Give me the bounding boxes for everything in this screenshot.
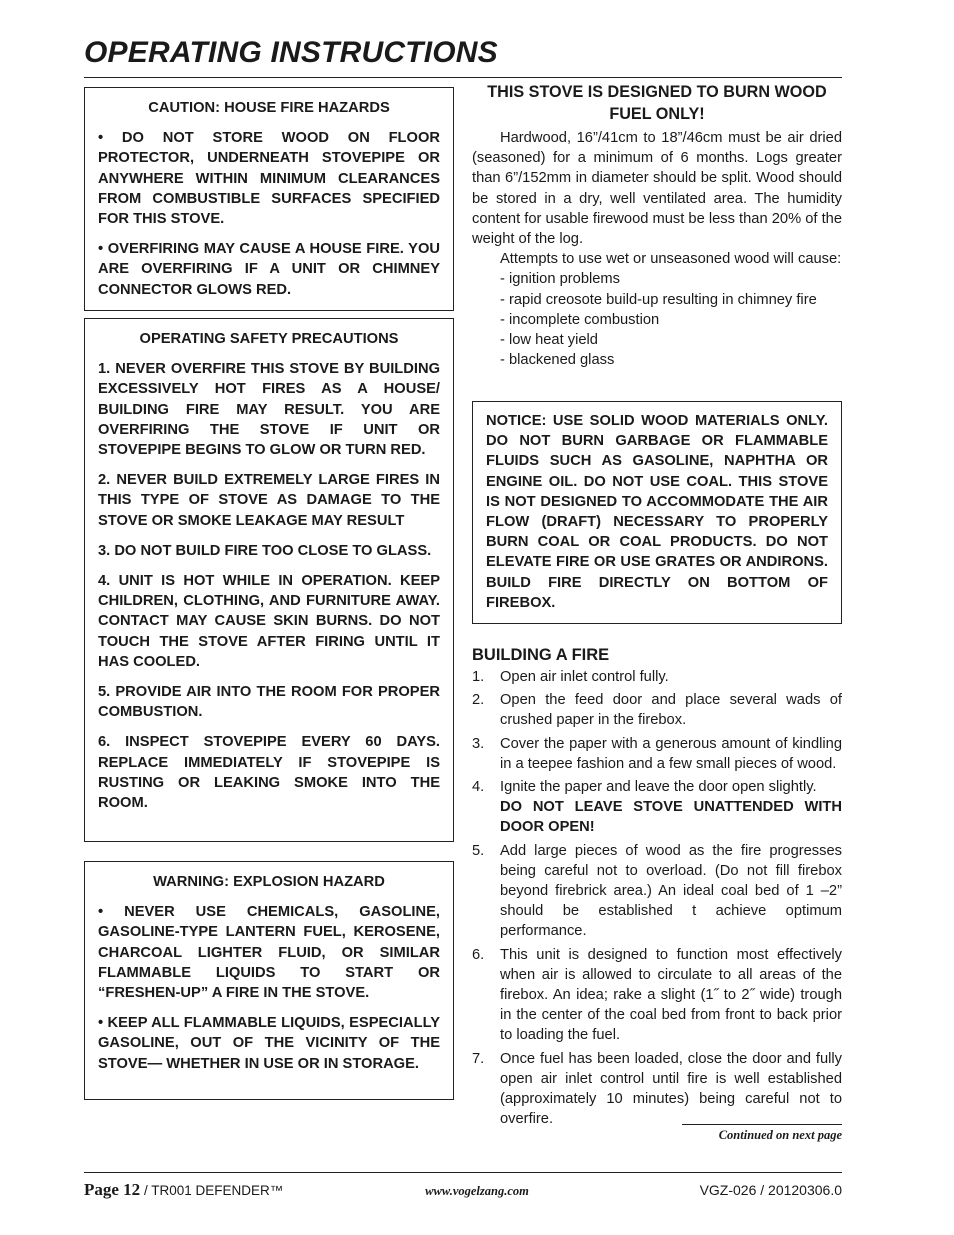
list-item — [472, 841, 842, 942]
list-item: - rapid creosote build-up resulting in chimney fire — [500, 291, 817, 308]
safety-item: 6. INSPECT STOVEPIPE EVERY 60 DAYS. REPLACE IMMEDIATELY IF STOVEPIPE IS RUSTING OR LEAKING SMOKE INTO THE ROOM. — [98, 734, 440, 812]
continued-note: Continued on next page — [682, 1124, 842, 1143]
step-text: Add large pieces of wood as the fire progresses being careful not to overload. (Do not fill firebox beyond firebrick area.) An ideal coal bed of 1 –2” should be established t achieve optimum performance. — [500, 842, 842, 940]
explosion-warning-box — [84, 861, 454, 1100]
notice-box — [472, 401, 842, 624]
wood-fuel-section — [472, 81, 842, 370]
step-text: Cover the paper with a generous amount of kindling in a teepee fashion and a few small pieces of wood. — [500, 735, 842, 772]
list-item — [472, 690, 842, 730]
step-number: 7. — [472, 1050, 485, 1067]
safety-precautions-box — [84, 318, 454, 842]
page-number: Page 12 — [84, 1180, 141, 1199]
warning-paragraph-2: • KEEP ALL FLAMMABLE LIQUIDS, ESPECIALLY GASOLINE, OUT OF THE VICINITY OF THE STOVE— WHETHER IN USE OR IN STORAGE. — [98, 1015, 440, 1072]
list-item: - blackened glass — [500, 352, 615, 369]
list-item — [472, 667, 842, 687]
step-number: 2. — [472, 692, 485, 709]
step-text: Open air inlet control fully. — [500, 669, 669, 685]
building-fire-steps — [472, 667, 842, 1132]
safety-item: 1. NEVER OVERFIRE THIS STOVE BY BUILDING EXCESSIVELY HOT FIRES AS A HOUSE/ BUILDING FIRE MAY RESULT. YOU ARE OVERFIRING THE STOVE IF UNIT OR STOVEPIPE BEGINS TO GLOW OR TURN RED. — [98, 361, 440, 459]
building-fire-heading: BUILDING A FIRE — [472, 646, 610, 664]
safety-item: 4. UNIT IS HOT WHILE IN OPERATION. KEEP CHILDREN, CLOTHING, AND FURNITURE AWAY. CONTACT MAY CAUSE SKIN BURNS. DO NOT TOUCH THE STOVE AFTER FIRING UNTIL IT HAS COOLED. — [98, 573, 440, 670]
list-item: - ignition problems — [500, 271, 621, 288]
warning-paragraph-1: • NEVER USE CHEMICALS, GASOLINE, GASOLINE-TYPE LANTERN FUEL, KEROSENE, CHARCOAL LIGHTER FLUID, OR SIMILAR FLAMMABLE LIQUIDS TO START OR “FRESHEN-UP” A FIRE IN THE STOVE. — [98, 904, 440, 1002]
step-number: 1. — [472, 669, 485, 685]
wood-fuel-paragraph-1: Hardwood, 16”/41cm to 18”/46cm must be air dried (seasoned) for a minimum of 6 months. Logs greater than 6”/152mm in diameter should be split. Wood should be stored in a dry, well ventilated area. The humidity content for usable firewood must be less than 20% of the weight of the log. — [472, 130, 842, 248]
step-text: Open the feed door and place several wads of crushed paper in the firebox. — [500, 692, 842, 729]
list-item: - low heat yield — [500, 332, 598, 349]
list-item — [472, 1049, 842, 1130]
caution-paragraph-2: • OVERFIRING MAY CAUSE A HOUSE FIRE. YOU ARE OVERFIRING IF A UNIT OR CHIMNEY CONNECTOR GLOWS RED. — [98, 241, 440, 298]
step-text: This unit is designed to function most effectively when air is allowed to circulate to all areas of the firebox. An idea; rake a slight (1˝ to 2˝ wide) trough in the center of the coal bed from front to back prior to loading the fuel. — [500, 946, 842, 1044]
page-title: OPERATING INSTRUCTIONS — [84, 36, 498, 69]
caution-box — [84, 87, 454, 311]
step-number: 4. — [472, 779, 485, 796]
safety-item: 2. NEVER BUILD EXTREMELY LARGE FIRES IN THIS TYPE OF STOVE AS DAMAGE TO THE STOVE OR SMOKE LEAKAGE MAY RESULT — [98, 472, 440, 529]
document-code: VGZ-026 / 20120306.0 — [699, 1182, 842, 1198]
list-item — [472, 945, 842, 1046]
step-number: 5. — [472, 842, 485, 859]
model-name: / TR001 DEFENDER™ — [140, 1183, 284, 1198]
safety-item: 5. PROVIDE AIR INTO THE ROOM FOR PROPER COMBUSTION. — [98, 684, 440, 721]
header-rule — [84, 77, 842, 78]
step-number: 6. — [472, 946, 485, 963]
wood-fuel-heading: THIS STOVE IS DESIGNED TO BURN WOOD FUEL ONLY! — [487, 83, 827, 123]
step-text: Once fuel has been loaded, close the door and fully open air inlet control until fire is well established (approximately 10 minutes) being careful not to overfire. — [500, 1050, 842, 1128]
step-warning: DO NOT LEAVE STOVE UNATTENDED WITH DOOR OPEN! — [500, 799, 842, 836]
safety-box-title: OPERATING SAFETY PRECAUTIONS — [139, 331, 399, 347]
list-item — [472, 777, 842, 838]
wood-fuel-paragraph-2: Attempts to use wet or unseasoned wood will cause: — [500, 251, 842, 268]
caution-box-title: CAUTION: HOUSE FIRE HAZARDS — [148, 100, 390, 116]
warning-box-title: WARNING: EXPLOSION HAZARD — [153, 874, 385, 890]
footer-url[interactable]: www.vogelzang.com — [425, 1184, 529, 1198]
footer-rule — [84, 1172, 842, 1173]
step-number: 3. — [472, 735, 485, 752]
list-item: - incomplete combustion — [500, 311, 660, 328]
caution-paragraph-1: • DO NOT STORE WOOD ON FLOOR PROTECTOR, UNDERNEATH STOVEPIPE OR ANYWHERE WITHIN MINIMUM CLEARANCES FROM COMBUSTIBLE SURFACES SPECIFIED FOR THIS STOVE. — [98, 130, 440, 228]
notice-text: NOTICE: USE SOLID WOOD MATERIALS ONLY. DO NOT BURN GARBAGE OR FLAMMABLE FLUIDS SUCH AS GASOLINE, NAPHTHA OR ENGINE OIL. DO NOT USE COAL. THIS STOVE IS NOT DESIGNED TO ACCOMMODATE THE AIR FLOW (DRAFT) NECESSARY TO PROPERLY BURN COAL OR COAL PRODUCTS. DO NOT ELEVATE FIRE OR USE GRATES OR ANDIRONS. BUILD FIRE DIRECTLY ON BOTTOM OF FIREBOX. — [486, 413, 828, 611]
step-text: Ignite the paper and leave the door open slightly. — [500, 779, 817, 796]
list-item — [472, 734, 842, 774]
safety-item: 3. DO NOT BUILD FIRE TOO CLOSE TO GLASS. — [98, 542, 432, 559]
